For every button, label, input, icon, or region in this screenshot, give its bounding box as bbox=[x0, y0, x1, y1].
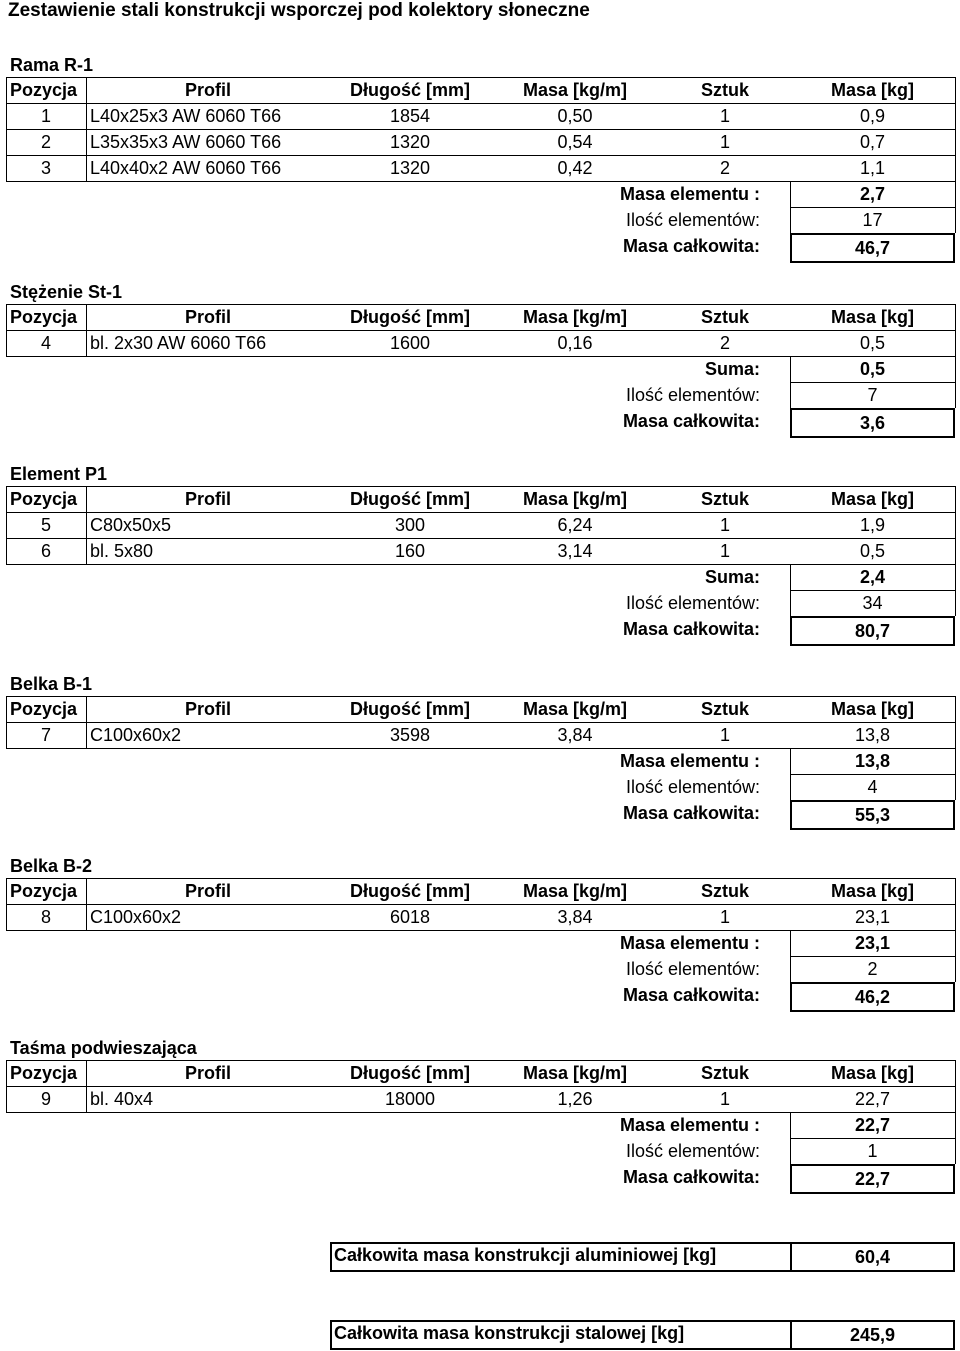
table-rule bbox=[86, 103, 87, 129]
table-cell: 0,5 bbox=[859, 541, 886, 561]
column-header: Długość [mm] bbox=[349, 80, 470, 100]
table-rule bbox=[86, 722, 87, 748]
table-rule bbox=[955, 486, 956, 512]
summary-label: Ilość elementów: bbox=[625, 1141, 760, 1161]
summary-label: Masa całkowita: bbox=[622, 619, 760, 639]
column-header: Sztuk bbox=[700, 489, 749, 509]
table-rule bbox=[955, 207, 956, 233]
summary-value: 2,4 bbox=[859, 567, 886, 587]
table-cell: 1 bbox=[719, 1089, 730, 1109]
column-header: Masa [kg] bbox=[830, 307, 915, 327]
table-cell: L35x35x3 AW 6060 T66 bbox=[90, 132, 282, 152]
table-rule bbox=[955, 956, 956, 982]
summary-value: 2 bbox=[867, 959, 878, 979]
table-rule bbox=[955, 330, 956, 356]
table-cell: C80x50x5 bbox=[90, 515, 172, 535]
table-rule bbox=[86, 129, 87, 155]
table-rule bbox=[955, 129, 956, 155]
table-cell: 1 bbox=[719, 907, 730, 927]
column-header: Profil bbox=[184, 881, 231, 901]
table-cell: 6 bbox=[40, 541, 51, 561]
column-header: Długość [mm] bbox=[349, 489, 470, 509]
table-rule bbox=[955, 512, 956, 538]
table-cell: 6018 bbox=[389, 907, 431, 927]
column-header: Pozycja bbox=[10, 699, 78, 719]
table-rule bbox=[86, 330, 87, 356]
table-rule bbox=[6, 304, 7, 330]
table-cell: 9 bbox=[40, 1089, 51, 1109]
column-header: Długość [mm] bbox=[349, 699, 470, 719]
table-cell: 2 bbox=[719, 333, 730, 353]
column-header: Masa [kg/m] bbox=[522, 80, 628, 100]
table-rule bbox=[955, 1086, 956, 1112]
table-cell: bl. 40x4 bbox=[90, 1089, 154, 1109]
table-rule bbox=[86, 155, 87, 181]
table-cell: 1 bbox=[719, 132, 730, 152]
column-header: Masa [kg/m] bbox=[522, 489, 628, 509]
summary-value: 2,7 bbox=[859, 184, 886, 204]
column-header: Profil bbox=[184, 699, 231, 719]
table-cell: 3598 bbox=[389, 725, 431, 745]
table-cell: L40x25x3 AW 6060 T66 bbox=[90, 106, 282, 126]
summary-label: Ilość elementów: bbox=[625, 959, 760, 979]
table-rule bbox=[955, 774, 956, 800]
table-cell: 1600 bbox=[389, 333, 431, 353]
summary-label: Ilość elementów: bbox=[625, 210, 760, 230]
summary-value: 1 bbox=[867, 1141, 878, 1161]
summary-label: Masa elementu : bbox=[619, 751, 760, 771]
summary-value: 4 bbox=[867, 777, 878, 797]
summary-label: Masa całkowita: bbox=[622, 985, 760, 1005]
column-header: Profil bbox=[184, 1063, 231, 1083]
summary-value: 80,7 bbox=[854, 621, 891, 641]
table-cell: 3,14 bbox=[557, 541, 593, 561]
table-rule bbox=[955, 155, 956, 181]
summary-label: Suma: bbox=[704, 359, 760, 379]
summary-value: 7 bbox=[867, 385, 878, 405]
table-cell: C100x60x2 bbox=[90, 725, 182, 745]
column-header: Pozycja bbox=[10, 307, 78, 327]
column-header: Długość [mm] bbox=[349, 1063, 470, 1083]
summary-value: 46,2 bbox=[854, 987, 891, 1007]
column-header: Masa [kg] bbox=[830, 881, 915, 901]
table-cell: 1 bbox=[40, 106, 51, 126]
table-cell: 1320 bbox=[389, 132, 431, 152]
table-cell: 3,84 bbox=[557, 725, 593, 745]
table-cell: 0,54 bbox=[557, 132, 593, 152]
table-cell: C100x60x2 bbox=[90, 907, 182, 927]
table-rule bbox=[955, 878, 956, 904]
table-cell: 160 bbox=[394, 541, 426, 561]
table-rule bbox=[6, 1060, 7, 1086]
column-header: Masa [kg] bbox=[830, 1063, 915, 1083]
table-rule bbox=[6, 77, 7, 103]
grand-total-label: Całkowita masa konstrukcji aluminiowej [kg] bbox=[334, 1245, 717, 1265]
table-cell: 23,1 bbox=[854, 907, 891, 927]
section-title: Taśma podwieszająca bbox=[10, 1038, 197, 1058]
table-cell: bl. 2x30 AW 6060 T66 bbox=[90, 333, 267, 353]
table-rule bbox=[955, 538, 956, 564]
table-cell: 300 bbox=[394, 515, 426, 535]
section-title: Element P1 bbox=[10, 464, 108, 484]
summary-value: 0,5 bbox=[859, 359, 886, 379]
table-cell: 1,26 bbox=[557, 1089, 593, 1109]
table-cell: 18000 bbox=[384, 1089, 436, 1109]
table-cell: 13,8 bbox=[854, 725, 891, 745]
summary-value: 3,6 bbox=[859, 413, 886, 433]
summary-value: 34 bbox=[862, 593, 883, 613]
column-header: Masa [kg/m] bbox=[522, 307, 628, 327]
table-rule bbox=[955, 382, 956, 408]
summary-label: Masa elementu : bbox=[619, 1115, 760, 1135]
section-title: Belka B-1 bbox=[10, 674, 93, 694]
summary-value: 17 bbox=[862, 210, 883, 230]
table-rule bbox=[955, 564, 956, 590]
grand-total-value: 60,4 bbox=[854, 1247, 891, 1267]
summary-value: 46,7 bbox=[854, 238, 891, 258]
table-rule bbox=[955, 1138, 956, 1164]
summary-label: Masa elementu : bbox=[619, 184, 760, 204]
summary-label: Masa całkowita: bbox=[622, 803, 760, 823]
column-header: Długość [mm] bbox=[349, 881, 470, 901]
table-cell: 22,7 bbox=[854, 1089, 891, 1109]
table-rule bbox=[955, 103, 956, 129]
column-header: Pozycja bbox=[10, 1063, 78, 1083]
grand-total-value: 245,9 bbox=[849, 1325, 896, 1345]
column-header: Sztuk bbox=[700, 1063, 749, 1083]
table-cell: 1 bbox=[719, 515, 730, 535]
column-header: Pozycja bbox=[10, 881, 78, 901]
table-cell: 3,84 bbox=[557, 907, 593, 927]
summary-label: Masa elementu : bbox=[619, 933, 760, 953]
table-rule bbox=[955, 77, 956, 103]
summary-label: Ilość elementów: bbox=[625, 593, 760, 613]
column-header: Pozycja bbox=[10, 489, 78, 509]
column-header: Długość [mm] bbox=[349, 307, 470, 327]
column-header: Profil bbox=[184, 80, 231, 100]
table-rule bbox=[6, 878, 7, 904]
table-cell: 1320 bbox=[389, 158, 431, 178]
column-header: Masa [kg] bbox=[830, 699, 915, 719]
summary-label: Ilość elementów: bbox=[625, 777, 760, 797]
table-rule bbox=[955, 356, 956, 382]
table-cell: 0,42 bbox=[557, 158, 593, 178]
table-rule bbox=[955, 904, 956, 930]
table-rule bbox=[86, 904, 87, 930]
table-cell: 2 bbox=[40, 132, 51, 152]
summary-label: Ilość elementów: bbox=[625, 385, 760, 405]
table-cell: 4 bbox=[40, 333, 51, 353]
column-header: Masa [kg] bbox=[830, 489, 915, 509]
column-header: Masa [kg/m] bbox=[522, 699, 628, 719]
summary-value: 23,1 bbox=[854, 933, 891, 953]
table-cell: 2 bbox=[719, 158, 730, 178]
table-cell: 8 bbox=[40, 907, 51, 927]
column-header: Masa [kg/m] bbox=[522, 1063, 628, 1083]
table-cell: 6,24 bbox=[557, 515, 593, 535]
column-header: Sztuk bbox=[700, 699, 749, 719]
table-cell: 1 bbox=[719, 106, 730, 126]
column-header: Pozycja bbox=[10, 80, 78, 100]
table-cell: 5 bbox=[40, 515, 51, 535]
summary-label: Masa całkowita: bbox=[622, 236, 760, 256]
table-rule bbox=[955, 590, 956, 616]
table-cell: 0,16 bbox=[557, 333, 593, 353]
table-rule bbox=[6, 486, 7, 512]
column-header: Sztuk bbox=[700, 80, 749, 100]
table-cell: L40x40x2 AW 6060 T66 bbox=[90, 158, 282, 178]
table-rule bbox=[6, 696, 7, 722]
table-cell: 0,9 bbox=[859, 106, 886, 126]
table-rule bbox=[86, 538, 87, 564]
summary-label: Suma: bbox=[704, 567, 760, 587]
summary-label: Masa całkowita: bbox=[622, 1167, 760, 1187]
table-cell: 0,5 bbox=[859, 333, 886, 353]
table-rule bbox=[955, 181, 956, 207]
table-rule bbox=[955, 722, 956, 748]
summary-value: 13,8 bbox=[854, 751, 891, 771]
section-title: Stężenie St-1 bbox=[10, 282, 123, 302]
summary-value: 22,7 bbox=[854, 1115, 891, 1135]
table-rule bbox=[955, 748, 956, 774]
table-cell: 1,9 bbox=[859, 515, 886, 535]
table-cell: 1854 bbox=[389, 106, 431, 126]
table-cell: 1 bbox=[719, 725, 730, 745]
table-rule bbox=[86, 1086, 87, 1112]
section-title: Rama R-1 bbox=[10, 55, 94, 75]
column-header: Masa [kg] bbox=[830, 80, 915, 100]
table-rule bbox=[955, 930, 956, 956]
table-rule bbox=[955, 1112, 956, 1138]
table-cell: bl. 5x80 bbox=[90, 541, 154, 561]
summary-value: 55,3 bbox=[854, 805, 891, 825]
table-rule bbox=[955, 696, 956, 722]
column-header: Profil bbox=[184, 489, 231, 509]
grand-total-label: Całkowita masa konstrukcji stalowej [kg] bbox=[334, 1323, 685, 1343]
table-cell: 1,1 bbox=[859, 158, 886, 178]
summary-label: Masa całkowita: bbox=[622, 411, 760, 431]
table-cell: 3 bbox=[40, 158, 51, 178]
column-header: Sztuk bbox=[700, 307, 749, 327]
table-cell: 0,7 bbox=[859, 132, 886, 152]
column-header: Profil bbox=[184, 307, 231, 327]
table-cell: 0,50 bbox=[557, 106, 593, 126]
table-rule bbox=[955, 1060, 956, 1086]
page-title: Zestawienie stali konstrukcji wsporczej pod kolektory słoneczne bbox=[8, 0, 590, 21]
summary-value: 22,7 bbox=[854, 1169, 891, 1189]
table-rule bbox=[955, 304, 956, 330]
table-rule bbox=[86, 512, 87, 538]
table-cell: 1 bbox=[719, 541, 730, 561]
column-header: Sztuk bbox=[700, 881, 749, 901]
table-cell: 7 bbox=[40, 725, 51, 745]
section-title: Belka B-2 bbox=[10, 856, 93, 876]
column-header: Masa [kg/m] bbox=[522, 881, 628, 901]
